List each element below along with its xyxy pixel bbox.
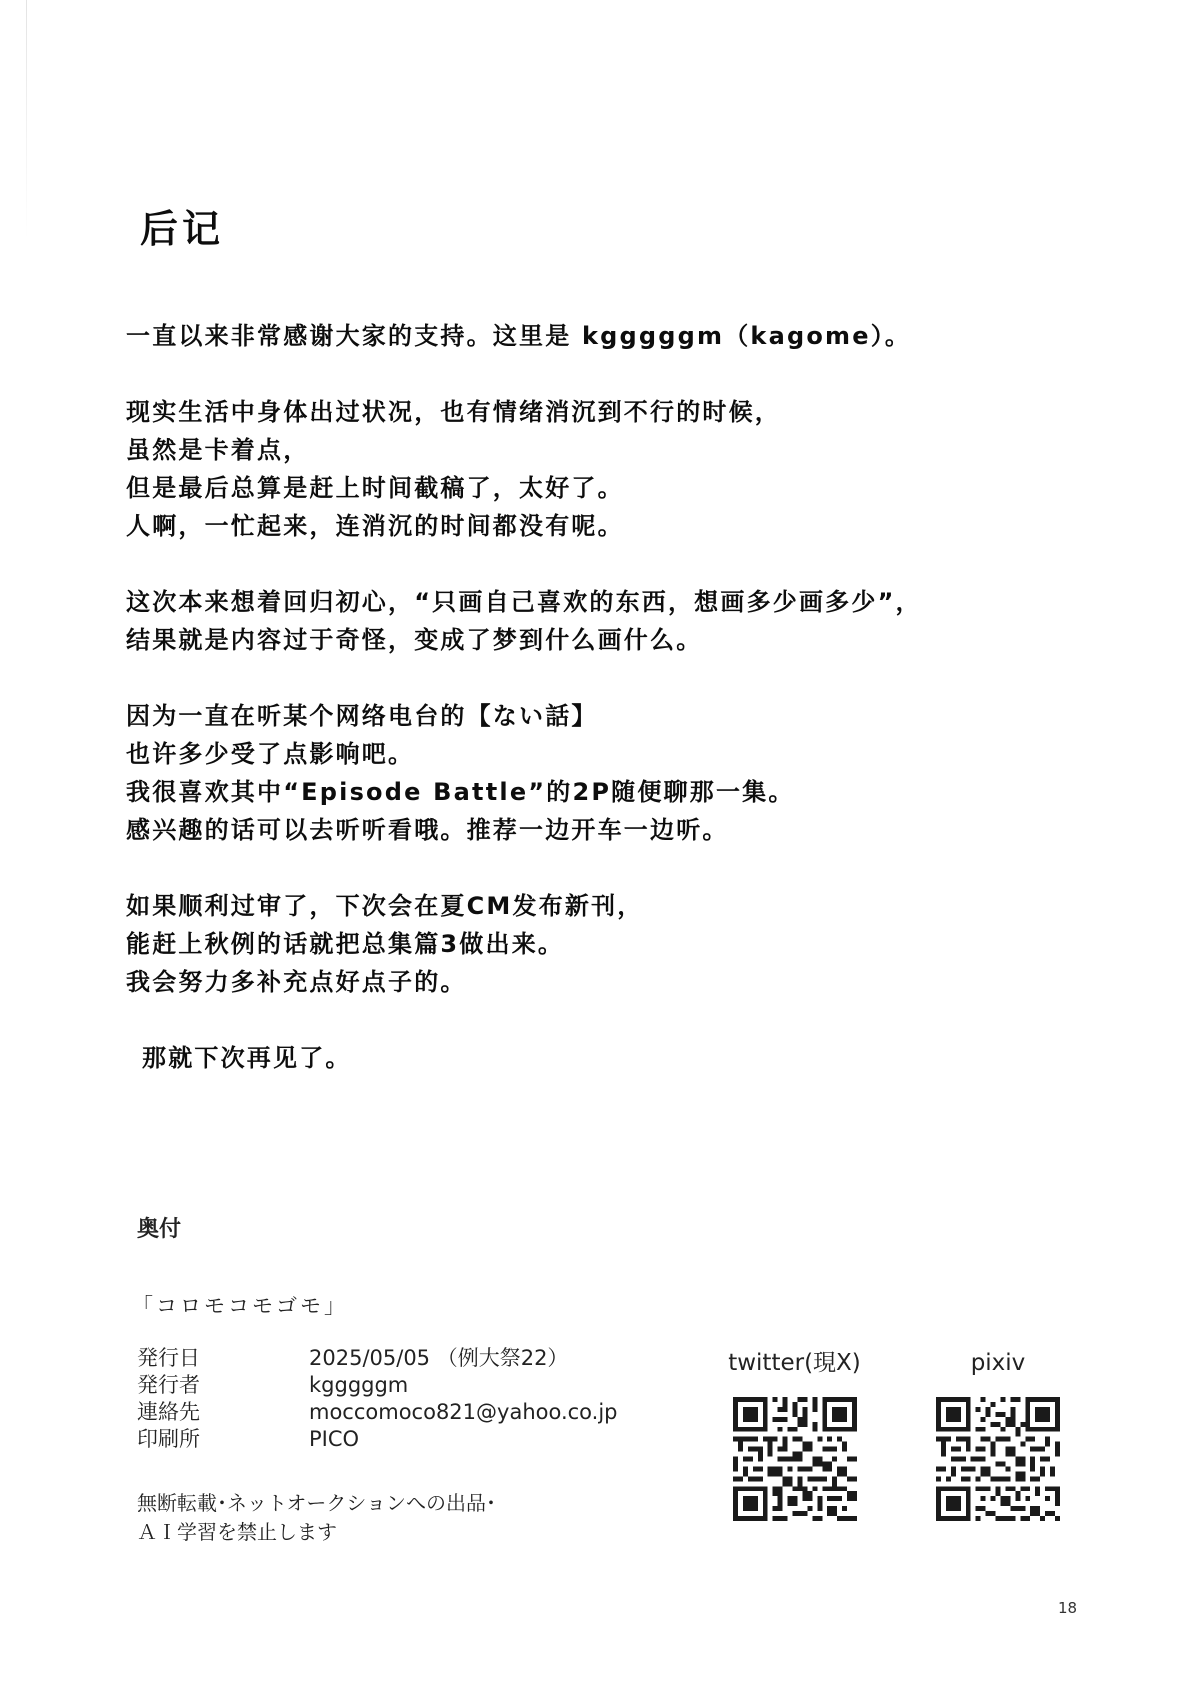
qr-label-twitter: twitter(現X) — [728, 1350, 861, 1376]
qr-block-pixiv — [918, 1345, 1078, 1521]
info-row-contact — [137, 1399, 618, 1426]
scan-edge-artifact — [26, 0, 27, 240]
text-line: 因为一直在听某个网络电台的【ない話】 — [126, 702, 598, 730]
page-number: 18 — [1058, 1599, 1078, 1617]
info-label: 印刷所 — [137, 1427, 200, 1451]
info-value: PICO — [309, 1427, 360, 1451]
paragraph-next-release — [126, 887, 1076, 1001]
paragraph-intent — [126, 583, 1076, 659]
qr-code-icon — [936, 1397, 1060, 1521]
contact-email: moccomoco821@yahoo.co.jp — [309, 1400, 618, 1424]
info-value: 2025/05/05 （例大祭22） — [309, 1346, 569, 1370]
text-line: 那就下次再见了。 — [142, 1044, 352, 1072]
paragraph-greeting — [126, 317, 1076, 355]
afterword-title: 后记 — [140, 207, 225, 251]
info-label: 連絡先 — [137, 1400, 200, 1424]
qr-block-twitter — [712, 1345, 877, 1521]
text-line: 如果顺利过审了，下次会在夏CM发布新刊， — [126, 892, 644, 920]
text-line: 一直以来非常感谢大家的支持。这里是 kgggggm（kagome）。 — [126, 322, 912, 350]
info-value: kgggggm — [309, 1373, 409, 1397]
info-row-printer — [137, 1426, 618, 1453]
text-line: 结果就是内容过于奇怪，变成了梦到什么画什么。 — [126, 626, 703, 654]
notice-line: ＡＩ学習を禁止します — [137, 1520, 337, 1544]
paragraph-closing — [142, 1039, 1076, 1077]
text-line: 我会努力多补充点好点子的。 — [126, 968, 467, 996]
qr-label-pixiv: pixiv — [970, 1350, 1026, 1376]
qr-code-icon — [733, 1397, 857, 1521]
text-line: 人啊，一忙起来，连消沉的时间都没有呢。 — [126, 512, 624, 540]
text-line: 这次本来想着回归初心，“只画自己喜欢的东西，想画多少画多少”， — [126, 588, 922, 616]
text-line: 也许多少受了点影响吧。 — [126, 740, 415, 768]
colophon-heading: 奥付 — [137, 1217, 182, 1242]
book-title: 「コロモコモゴモ」 — [132, 1294, 348, 1318]
text-line: 现实生活中身体出过状况，也有情绪消沉到不行的时候， — [126, 398, 781, 426]
copyright-notice — [137, 1489, 496, 1547]
text-line: 能赶上秋例的话就把总集篇3做出来。 — [126, 930, 565, 958]
paragraph-deadline — [126, 393, 1076, 545]
info-row-release-date — [137, 1345, 618, 1372]
info-label: 発行者 — [137, 1373, 200, 1397]
notice-line: 無断転載･ネットオークションへの出品･ — [137, 1491, 496, 1515]
afterword-body — [126, 317, 1076, 1115]
colophon-info-table — [137, 1345, 618, 1453]
info-row-publisher — [137, 1372, 618, 1399]
text-line: 虽然是卡着点， — [126, 436, 310, 464]
info-label: 発行日 — [137, 1346, 200, 1370]
text-line: 但是最后总算是赶上时间截稿了，太好了。 — [126, 474, 624, 502]
text-line: 感兴趣的话可以去听听看哦。推荐一边开车一边听。 — [126, 816, 729, 844]
paragraph-radio — [126, 697, 1076, 849]
text-line: 我很喜欢其中“Episode Battle”的2P随便聊那一集。 — [126, 778, 795, 806]
